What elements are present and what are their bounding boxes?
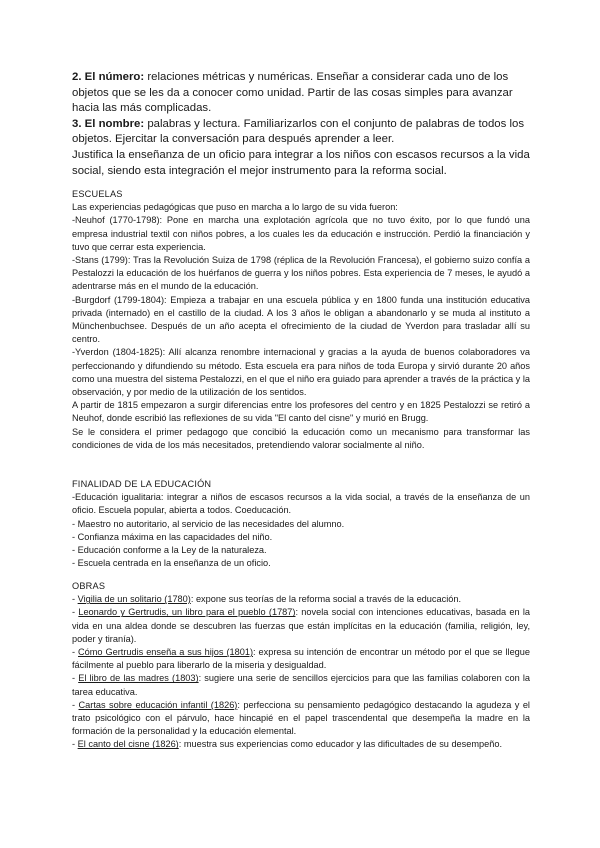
obra-description: : sugiere una serie de sencillos ejercicios para que las familias colaboren con la tarea educativa. [72,673,530,697]
obra-title: El canto del cisne (1826) [77,739,179,750]
obra-prefix: - [72,699,79,710]
finalidad-item: - Educación conforme a la Ley de la naturaleza. [72,545,267,556]
escuela-stans: -Stans (1799): Tras la Revolución Suiza de 1798 (réplica de la Revolución Francesa), el gobierno suizo confía a Pestalozzi la educación de los huérfanos de guerra y los niños pobres. Esta experiencia de 7 meses, le ayudó a adentrarse más en el mundo de la educación. [72,255,530,292]
finalidad-item: - Escuela centrada en la enseñanza de un oficio. [72,558,271,569]
obra-title: Leonardo y Gertrudis, un libro para el pueblo (1787) [78,607,296,618]
escuelas-intro: Las experiencias pedagógicas que puso en marcha a lo largo de su vida fueron: [72,202,398,213]
paragraph-el-nombre [72,117,530,148]
label-el-nombre: 3. El nombre: [72,117,145,130]
obra-description: : expone sus teorías de la reforma social a través de la educación. [190,594,462,605]
obra-title: Cartas sobre educación infantil (1826) [78,699,238,710]
obra-item [72,738,530,751]
intro-section [72,70,530,179]
obra-prefix: - [72,607,79,618]
obra-prefix: - [72,594,78,605]
obra-item [72,699,530,739]
obra-item [72,593,530,606]
text-el-numero: relaciones métricas y numéricas. Enseñar a considerar cada uno de los objetos que se les da a conocer como unidad. Partir de las cosas simples para avanzar hacia las más complicadas. [72,71,513,115]
finalidad-item: - Confianza máxima en las capacidades del niño. [72,531,273,542]
paragraph-el-numero [72,70,530,117]
escuela-burgdorf: -Burgdorf (1799-1804): Empieza a trabajar en una escuela pública y en 1800 funda una institución educativa privada (internado) en el castillo de la ciudad. A los 3 años le obligan a abandonarlo y se muda al instituto a Münchenbuchsee. Después de un año acepta el ofrecimiento de la ciudad de Yverdon para trasladar allí su centro. [72,294,530,345]
finalidad-item: - Maestro no autoritario, al servicio de las necesidades del alumno. [72,518,345,529]
escuelas-conclusion: Se le considera el primer pedagogo que concibió la educación como un mecanismo para transformar las condiciones de vida de los más necesitados, pretendiendo valorar socialmente al niño. [72,426,530,450]
obra-title: Cómo Gertrudis enseña a sus hijos (1801) [78,647,254,658]
paragraph-oficio: Justifica la enseñanza de un oficio para integrar a los niños con escasos recursos a la vida social, siendo esta integración el mejor instrumento para la reforma social. [72,148,530,177]
obra-item [72,606,530,646]
text-el-nombre: palabras y lectura. Familiarizarlos con el conjunto de palabras de todos los objetos. Ejercitar la conversación para después aprender a leer. [72,117,525,146]
obras-section [72,580,530,752]
obra-item [72,646,530,672]
obra-description: : perfecciona su pensamiento pedagógico destacando la agudeza y el trato psicológico con el párvulo, hace hincapié en el papel trascendental que desempeña la madre en la formación de la personalidad y la educación elemental. [72,699,530,737]
obra-description: : expresa su intención de encontrar un método por el que se llegue fácilmente al pueblo para liberarlo de la miseria y desigualdad. [72,647,531,671]
obra-description: : muestra sus experiencias como educador y las dificultades de su desempeño. [178,739,503,750]
obra-title: El libro de las madres (1803) [78,673,199,684]
obra-prefix: - [72,739,78,750]
obra-item [72,672,530,698]
escuela-neuhof: -Neuhof (1770-1798): Pone en marcha una explotación agrícola que no tuvo éxito, por lo que fundó una empresa industrial textil con niños pobres, a los cuales les da educación e instrucción. Perdió la financiación y tuvo que cerrar esta experiencia. [72,215,530,252]
escuelas-heading: ESCUELAS [72,189,123,199]
finalidad-item: -Educación igualitaria: integrar a niños de escasos recursos a la vida social, a través de la enseñanza de un oficio. Escuela popular, abierta a todos. Coeducación. [72,492,530,516]
escuelas-retiro: A partir de 1815 empezaron a surgir diferencias entre los profesores del centro y en 1825 Pestalozzi se retiró a Neuhof, donde escribió las reflexiones de su vida "El canto del cisne" y murió en Brugg. [72,400,530,424]
obra-description: : novela social con intenciones educativas, basada en la vida en una aldea donde se descubren las fuerzas que están implícitas en la educación (familia, religión, ley, poder y tiranía). [72,607,530,644]
obra-title: Vigilia de un solitario (1780) [77,594,191,605]
obras-heading: OBRAS [72,581,106,591]
obra-prefix: - [72,647,79,658]
finalidad-heading: FINALIDAD DE LA EDUCACIÓN [72,479,212,489]
finalidad-section [72,478,530,570]
obra-prefix: - [72,673,79,684]
label-el-numero: 2. El número: [72,71,145,83]
escuelas-section [72,188,530,452]
escuela-yverdon: -Yverdon (1804-1825): Allí alcanza renombre internacional y gracias a la ayuda de buenos colaboradores va perfeccionando y difundiendo su método. Esta escuela era para niños de toda Europa y sirvió durante 20 años como una muestra del sistema Pestalozzi, en el que el niño era guiado para aprender a través de la práctica y la observación, y por medio de la utilización de los sentidos. [72,347,530,398]
